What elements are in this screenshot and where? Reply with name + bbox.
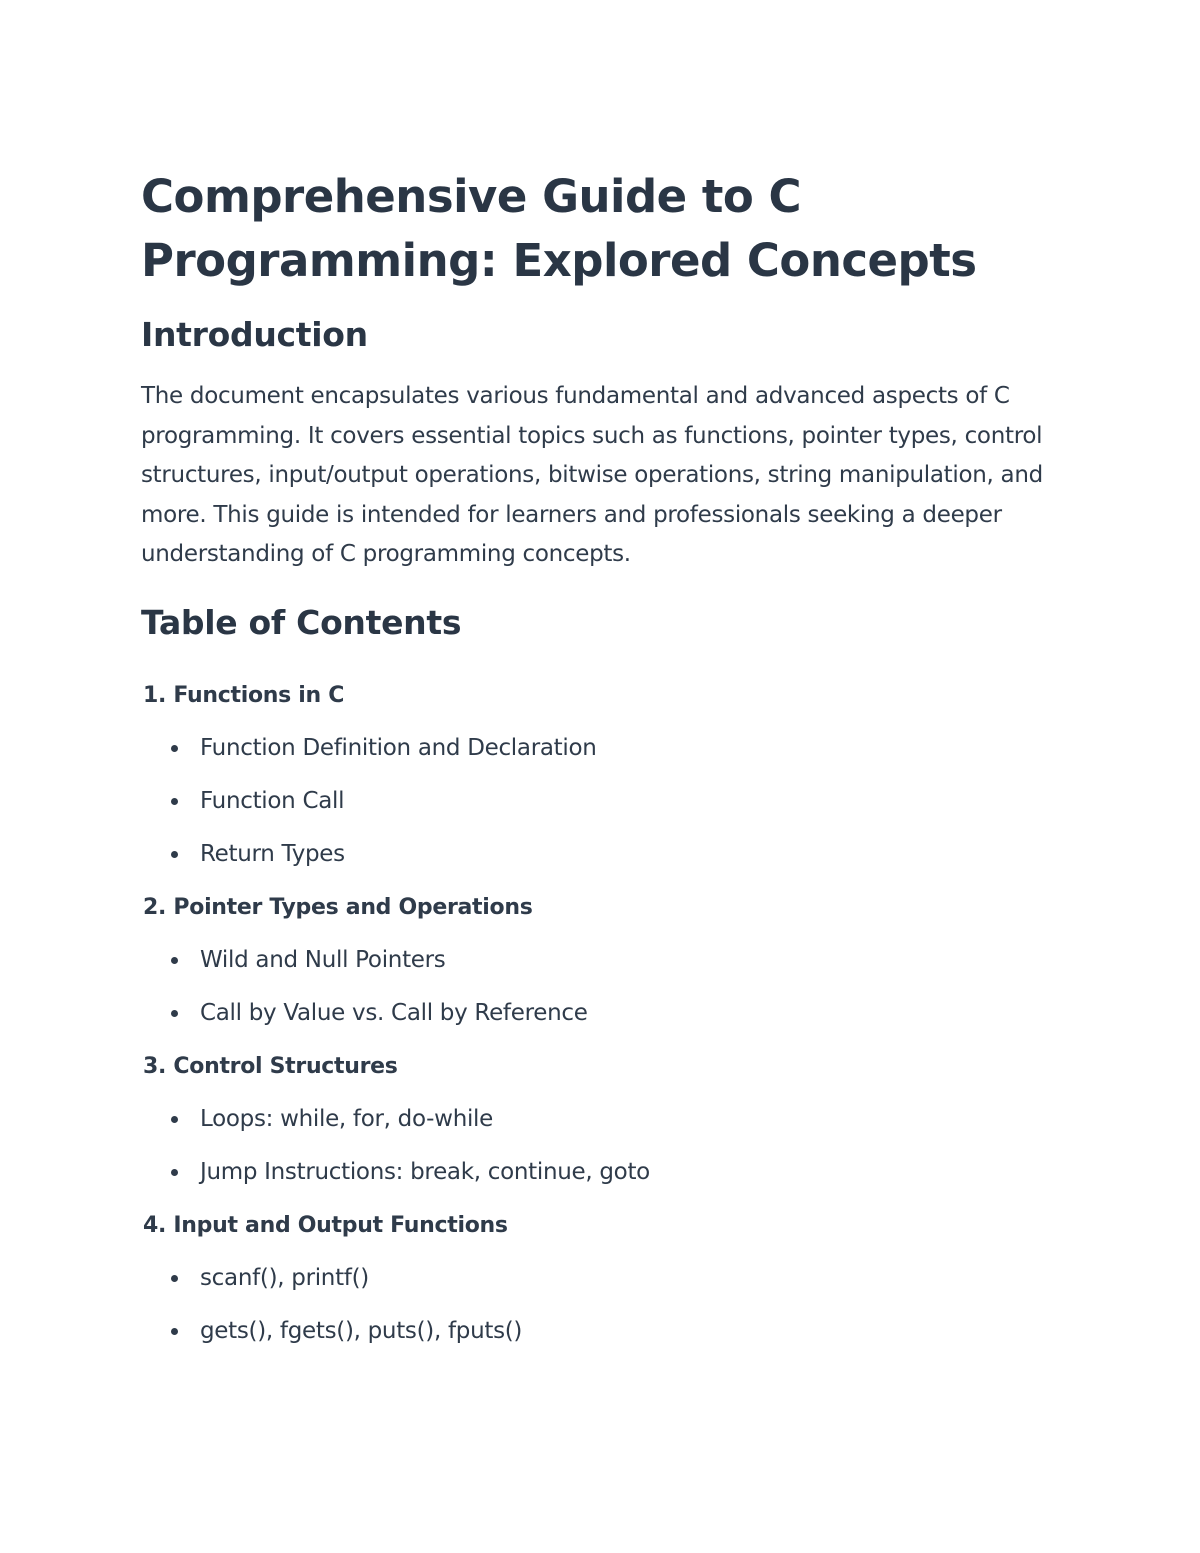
toc-sublist: [141, 1093, 1051, 1199]
toc-subitem: gets(), fgets(), puts(), fputs(): [171, 1305, 1051, 1358]
toc-item-pointers: [141, 881, 1051, 1040]
toc-subitem: Return Types: [171, 828, 1051, 881]
bullet-icon: [171, 851, 178, 858]
toc-sublist: [141, 722, 1051, 881]
toc-item-control-structures: [141, 1040, 1051, 1199]
toc-subitem: Function Definition and Declaration: [171, 722, 1051, 775]
toc-item-title: 2. Pointer Types and Operations: [143, 894, 533, 920]
bullet-icon: [171, 957, 178, 964]
toc-sublist: [141, 934, 1051, 1040]
introduction-heading: Introduction: [141, 315, 368, 354]
toc-item-title: 1. Functions in C: [143, 682, 345, 708]
toc-item-functions: [141, 669, 1051, 881]
document-title: [141, 165, 1051, 293]
table-of-contents-heading: Table of Contents: [141, 602, 462, 642]
bullet-icon: [171, 1275, 178, 1282]
bullet-icon: [171, 1328, 178, 1335]
toc-subitem: Call by Value vs. Call by Reference: [171, 987, 1051, 1040]
table-of-contents: [141, 669, 1051, 1358]
toc-item-io-functions: [141, 1199, 1051, 1358]
toc-sublist: [141, 1252, 1051, 1358]
bullet-icon: [171, 1169, 178, 1176]
document-title-line-2: Programming: Explored Concepts: [141, 234, 977, 287]
toc-item-title: 4. Input and Output Functions: [143, 1212, 508, 1238]
toc-item-title: 3. Control Structures: [143, 1053, 398, 1079]
bullet-icon: [171, 1116, 178, 1123]
toc-subitem: Function Call: [171, 775, 1051, 828]
bullet-icon: [171, 745, 178, 752]
document-title-line-1: Comprehensive Guide to C: [141, 170, 801, 223]
document-page: [141, 165, 1051, 1358]
toc-subitem: Jump Instructions: break, continue, goto: [171, 1146, 1051, 1199]
toc-subitem: Loops: while, for, do-while: [171, 1093, 1051, 1146]
introduction-paragraph: The document encapsulates various fundamental and advanced aspects of C programming. It covers essential topics such as functions, pointer types, control structures, input/output operations, bitwise operations, string manipulation, and more. This guide is intended for learners and professionals seeking a deeper understanding of C programming concepts.: [141, 383, 1043, 568]
bullet-icon: [171, 1010, 178, 1017]
toc-subitem: Wild and Null Pointers: [171, 934, 1051, 987]
bullet-icon: [171, 798, 178, 805]
toc-subitem: scanf(), printf(): [171, 1252, 1051, 1305]
